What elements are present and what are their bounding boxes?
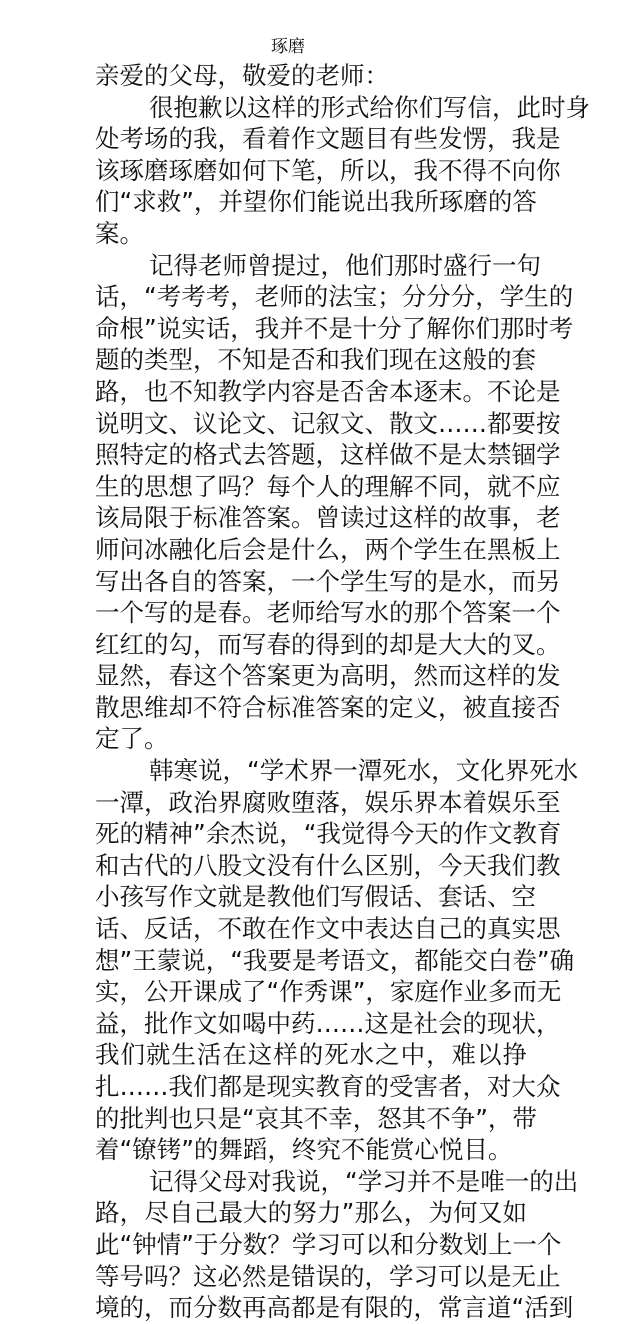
text-line: 韩寒说，“学术界一潭死水，文化界死水 (149, 756, 579, 786)
text-line: 定了。 (95, 724, 169, 754)
text-line: 师问冰融化后会是什么，两个学生在黑板上 (95, 534, 561, 564)
text-line: 的批判也只是“哀其不幸，怒其不争”，带 (95, 1103, 537, 1133)
text-line: 记得父母对我说，“学习并不是唯一的出 (149, 1166, 579, 1196)
text-line: 亲爱的父母，敬爱的老师： (95, 61, 389, 90)
document-page (95, 34, 590, 1324)
document-title: 琢磨 (271, 37, 305, 57)
text-line: 题的类型，不知是否和我们现在这般的套 (95, 345, 536, 375)
text-line: 生的思想了吗？每个人的理解不同，就不应 (95, 471, 561, 501)
text-line: 死的精神”余杰说，“我觉得今天的作文教育 (95, 819, 562, 849)
text-line: 红红的勾，而写春的得到的却是大大的叉。 (95, 629, 561, 659)
text-line: 很抱歉以这样的形式给你们写信，此时身 (149, 92, 590, 122)
text-line: 话、反话，不敢在作文中表达自己的真实思 (95, 914, 561, 944)
text-line: 们“求救”，并望你们能说出我所琢磨的答 (95, 187, 537, 217)
text-line: 案。 (95, 218, 144, 248)
text-line: 境的，而分数再高都是有限的，常言道“活到 (95, 1293, 574, 1323)
text-line: 想”王蒙说，“我要是考语文，都能交白卷”确 (95, 945, 575, 975)
text-line: 一潭，政治界腐败堕落，娱乐界本着娱乐至 (95, 787, 561, 817)
text-line: 该琢磨琢磨如何下笔，所以，我不得不向你 (95, 155, 561, 185)
text-line: 处考场的我，看着作文题目有些发愣，我是 (95, 124, 561, 154)
text-line: 散思维却不符合标准答案的定义，被直接否 (95, 692, 561, 722)
text-line: 记得老师曾提过，他们那时盛行一句 (149, 250, 541, 280)
document-body (95, 60, 590, 1324)
text-line: 命根”说实话，我并不是十分了解你们那时考 (95, 313, 574, 343)
text-line: 小孩写作文就是教他们写假话、套话、空 (95, 882, 536, 912)
text-line: 该局限于标准答案。曾读过这样的故事，老 (95, 503, 561, 533)
text-line: 一个写的是春。老师给写水的那个答案一个 (95, 598, 561, 628)
text-line: 着“镣铐”的舞蹈，终究不能赏心悦目。 (95, 1135, 513, 1165)
text-line: 说明文、议论文、记叙文、散文……都要按 (95, 408, 561, 438)
text-line: 益，批作文如喝中药……这是社会的现状， (95, 1008, 561, 1038)
text-line: 照特定的格式去答题，这样做不是太禁锢学 (95, 440, 561, 470)
text-line: 显然，春这个答案更为高明，然而这样的发 (95, 661, 561, 691)
text-line: 路，尽自己最大的努力”那么，为何又如 (95, 1198, 527, 1228)
text-line: 实，公开课成了“作秀课”，家庭作业多而无 (95, 977, 562, 1007)
text-line: 此“钟情”于分数？学习可以和分数划上一个 (95, 1229, 562, 1259)
text-line: 和古代的八股文没有什么区别，今天我们教 (95, 850, 561, 880)
text-line: 路，也不知教学内容是否舍本逐末。不论是 (95, 376, 561, 406)
text-line: 写出各自的答案，一个学生写的是水，而另 (95, 566, 561, 596)
text-line: 我们就生活在这样的死水之中，难以挣 (95, 1040, 527, 1070)
text-line: 话，“考考考，老师的法宝；分分分，学生的 (95, 282, 574, 312)
text-line: 扎……我们都是现实教育的受害者，对大众 (95, 1072, 561, 1101)
text-line: 等号吗？这必然是错误的，学习可以是无止 (95, 1261, 561, 1291)
